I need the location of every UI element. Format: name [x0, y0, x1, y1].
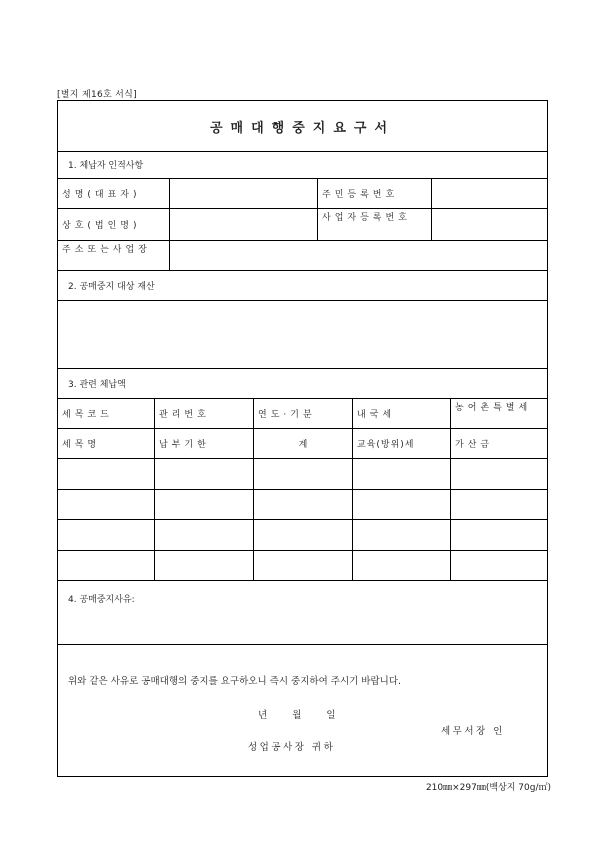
table-cell[interactable] [451, 490, 547, 519]
business-reg-field[interactable] [432, 209, 547, 240]
table-cell[interactable] [451, 520, 547, 550]
table-cell[interactable] [155, 551, 254, 580]
section3-heading [58, 369, 547, 399]
section2-heading [58, 271, 547, 301]
total-header: 계 [254, 429, 353, 458]
table-cell[interactable] [254, 520, 353, 550]
address-label: 주소또는사업장 [58, 241, 170, 270]
section1-heading [58, 151, 547, 179]
section2-content-field[interactable] [58, 301, 547, 369]
table-cell[interactable] [254, 459, 353, 489]
year-period-header: 연도·기분 [254, 399, 353, 428]
table-row [58, 551, 547, 581]
table-cell[interactable] [58, 551, 155, 580]
date-line: 년 월 일 [258, 710, 336, 721]
section1-heading-text: 1. 체납자 인적사항 [68, 161, 144, 171]
table-cell[interactable] [353, 520, 451, 550]
table-row [58, 490, 547, 520]
table-cell[interactable] [254, 551, 353, 580]
section4-heading: 4. 공매중지사유: [68, 595, 135, 605]
penalty-header: 가산금 [455, 440, 494, 450]
trade-row [58, 209, 547, 241]
table-cell[interactable] [254, 490, 353, 519]
tax-code-header: 세목코드 [58, 399, 155, 428]
section4-block[interactable] [58, 581, 547, 645]
name-row [58, 179, 547, 209]
due-date-header: 납부기한 [155, 429, 254, 458]
table-cell[interactable] [155, 459, 254, 489]
paper-spec-note: 210㎜×297㎜(백상지 70g/㎡) [425, 783, 551, 793]
trade-name-label: 상호(법인명) [58, 209, 170, 240]
form-number-tag: [별지 제16호 서식] [57, 90, 137, 100]
tax-name-header: 세목명 [58, 429, 155, 458]
table-row [58, 520, 547, 551]
address-row [58, 241, 547, 271]
table-cell[interactable] [353, 459, 451, 489]
table-row [58, 459, 547, 490]
education-tax-header: 교육(방위)세 [353, 429, 451, 458]
internal-tax-header: 내국세 [353, 399, 451, 428]
signer-line: 세무서장 인 [441, 726, 505, 737]
table-cell[interactable] [451, 459, 547, 489]
table-cell[interactable] [353, 490, 451, 519]
request-statement: 위와 같은 사유로 공매대행의 중지를 요구하오니 즉시 중지하여 주시기 바랍니다. [68, 676, 402, 687]
arrears-header-row-1 [58, 399, 547, 429]
business-reg-label: 사업자등록번호 [318, 209, 432, 240]
form-title: 공매대행중지요구서 [58, 101, 547, 152]
mgmt-no-header: 관리번호 [155, 399, 254, 428]
trade-name-field[interactable] [170, 209, 318, 240]
name-label: 성명(대표자) [58, 179, 170, 208]
table-cell[interactable] [155, 520, 254, 550]
table-cell[interactable] [58, 459, 155, 489]
table-cell[interactable] [353, 551, 451, 580]
name-field[interactable] [170, 179, 318, 208]
rrn-field[interactable] [432, 179, 547, 208]
rrn-label: 주민등록번호 [318, 179, 432, 208]
table-cell[interactable] [58, 490, 155, 519]
table-cell[interactable] [155, 490, 254, 519]
arrears-header-row-2 [58, 429, 547, 459]
addressee-line: 성업공사장 귀하 [248, 742, 336, 753]
rural-special-tax-header: 농어촌특별세 [455, 403, 532, 413]
form-frame [57, 100, 548, 777]
table-cell[interactable] [451, 551, 547, 580]
address-field[interactable] [170, 241, 547, 270]
section3-heading-text: 3. 관련 체납액 [68, 380, 126, 390]
section2-heading-text: 2. 공매중지 대상 재산 [68, 282, 155, 292]
table-cell[interactable] [58, 520, 155, 550]
